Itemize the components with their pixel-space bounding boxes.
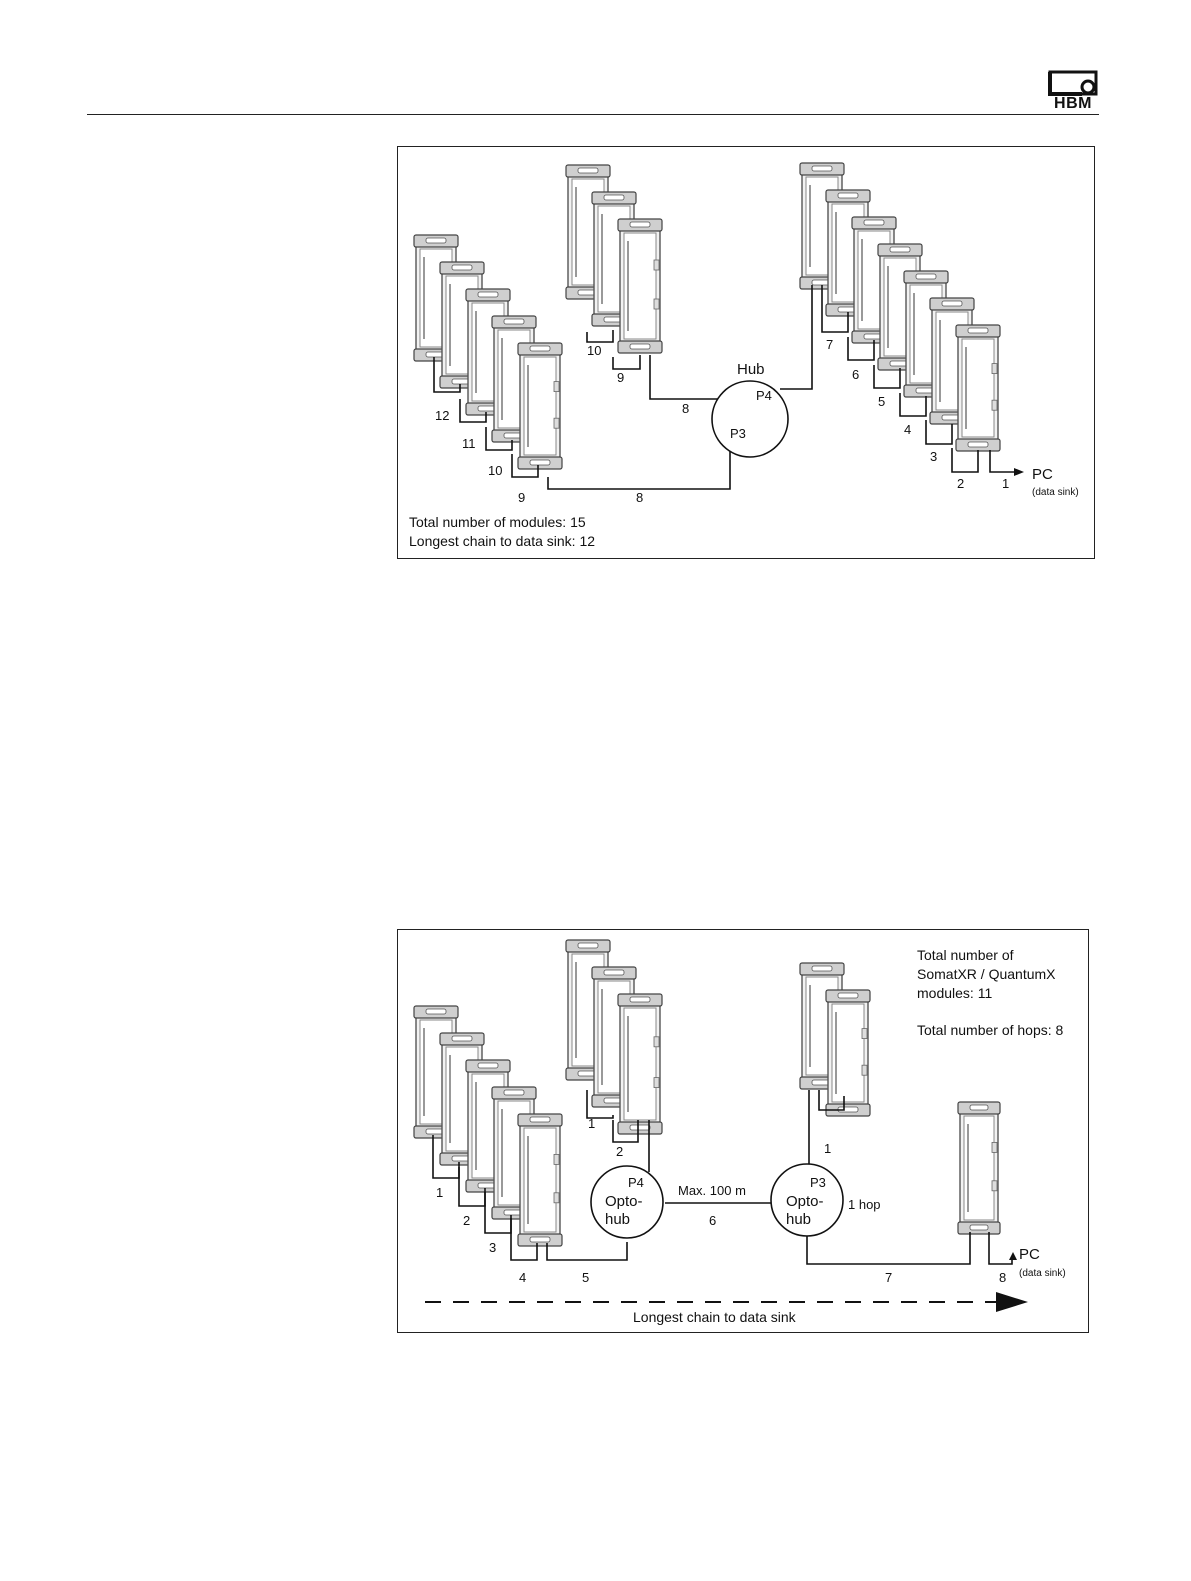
info-line: SomatXR / QuantumX bbox=[917, 966, 1056, 982]
hop-label: 8 bbox=[682, 401, 690, 416]
hop-label: 2 bbox=[616, 1144, 624, 1159]
hop-label: 9 bbox=[617, 370, 625, 385]
info-line: modules: 11 bbox=[917, 985, 993, 1001]
pc-label: PC bbox=[1032, 466, 1053, 483]
cable-top-9 bbox=[613, 355, 640, 369]
one-hop-label: 1 hop bbox=[848, 1197, 881, 1212]
pc-arrow-head bbox=[1014, 468, 1024, 476]
hop-label: 11 bbox=[462, 436, 476, 451]
pc-arrow-head bbox=[1009, 1252, 1017, 1260]
hop-label: 7 bbox=[826, 337, 834, 352]
module-stack-group bbox=[414, 940, 1000, 1246]
hop-label: 2 bbox=[957, 476, 965, 491]
longest-chain-label: Longest chain to data sink bbox=[633, 1309, 796, 1325]
hop-label: 3 bbox=[930, 449, 938, 464]
hub1-port: P4 bbox=[628, 1175, 644, 1190]
hub-port-p4: P4 bbox=[756, 388, 772, 403]
hop-label: 8 bbox=[999, 1270, 1007, 1285]
module-device bbox=[518, 343, 562, 469]
link-length-label: Max. 100 m bbox=[678, 1183, 746, 1198]
hub2-port: P3 bbox=[810, 1175, 826, 1190]
hop-label: 6 bbox=[852, 367, 860, 382]
hop-label: 5 bbox=[582, 1270, 590, 1285]
hop-label: 6 bbox=[709, 1213, 717, 1228]
hop-label: 1 bbox=[824, 1141, 832, 1156]
module-device bbox=[956, 325, 1000, 451]
hub-topology-diagram bbox=[398, 147, 1096, 560]
module-device bbox=[618, 994, 662, 1134]
info-line: Total number of bbox=[917, 947, 1014, 963]
module-device bbox=[826, 990, 870, 1116]
figure-optohub-topology bbox=[397, 929, 1089, 1333]
pc-sublabel: (data sink) bbox=[1019, 1268, 1066, 1279]
hub-node bbox=[712, 381, 788, 457]
figure-hub-topology bbox=[397, 146, 1095, 559]
cable-top-10 bbox=[587, 330, 613, 342]
cable-top-trunk bbox=[650, 355, 720, 399]
header-rule bbox=[87, 114, 1099, 115]
pc-label: PC bbox=[1019, 1246, 1040, 1263]
module-device bbox=[618, 219, 662, 353]
hop-label: 8 bbox=[636, 490, 644, 505]
hbm-logo bbox=[1048, 70, 1098, 112]
hop-label: 7 bbox=[885, 1270, 893, 1285]
summary-modules: Total number of modules: 15 bbox=[409, 514, 586, 530]
summary-longest-chain: Longest chain to data sink: 12 bbox=[409, 533, 596, 549]
hop-label: 1 bbox=[588, 1116, 596, 1131]
longest-chain-arrow-head bbox=[996, 1292, 1028, 1312]
hop-label: 5 bbox=[878, 394, 886, 409]
cable-left-trunk bbox=[548, 445, 730, 489]
info-hops: Total number of hops: 8 bbox=[917, 1022, 1064, 1038]
cable-pc bbox=[989, 1232, 1012, 1264]
hop-label: 9 bbox=[518, 490, 526, 505]
cable-right-1 bbox=[990, 450, 1014, 472]
hop-label: 4 bbox=[519, 1270, 527, 1285]
module-device bbox=[958, 1102, 1000, 1234]
hub1-label: Opto- bbox=[605, 1193, 643, 1210]
hop-label: 10 bbox=[488, 463, 503, 478]
hop-label: 4 bbox=[904, 422, 912, 437]
hop-label: 3 bbox=[489, 1240, 497, 1255]
hub2-label: hub bbox=[786, 1211, 812, 1228]
pc-sublabel: (data sink) bbox=[1032, 487, 1079, 498]
module-stack-group bbox=[414, 163, 1000, 469]
hub1-label: hub bbox=[605, 1211, 631, 1228]
hop-label: 1 bbox=[436, 1185, 444, 1200]
hop-label: 12 bbox=[435, 408, 450, 423]
cable-to-pc-module bbox=[807, 1232, 970, 1264]
hub2-label: Opto- bbox=[786, 1193, 824, 1210]
hop-label: 1 bbox=[1002, 476, 1010, 491]
hop-label: 10 bbox=[587, 343, 602, 358]
logo-text: HBM bbox=[1054, 95, 1092, 112]
module-device bbox=[518, 1114, 562, 1246]
cable-hub-right bbox=[780, 285, 812, 389]
hop-label: 2 bbox=[463, 1213, 471, 1228]
hub-title: Hub bbox=[737, 361, 765, 378]
hub-port-p3: P3 bbox=[730, 426, 746, 441]
